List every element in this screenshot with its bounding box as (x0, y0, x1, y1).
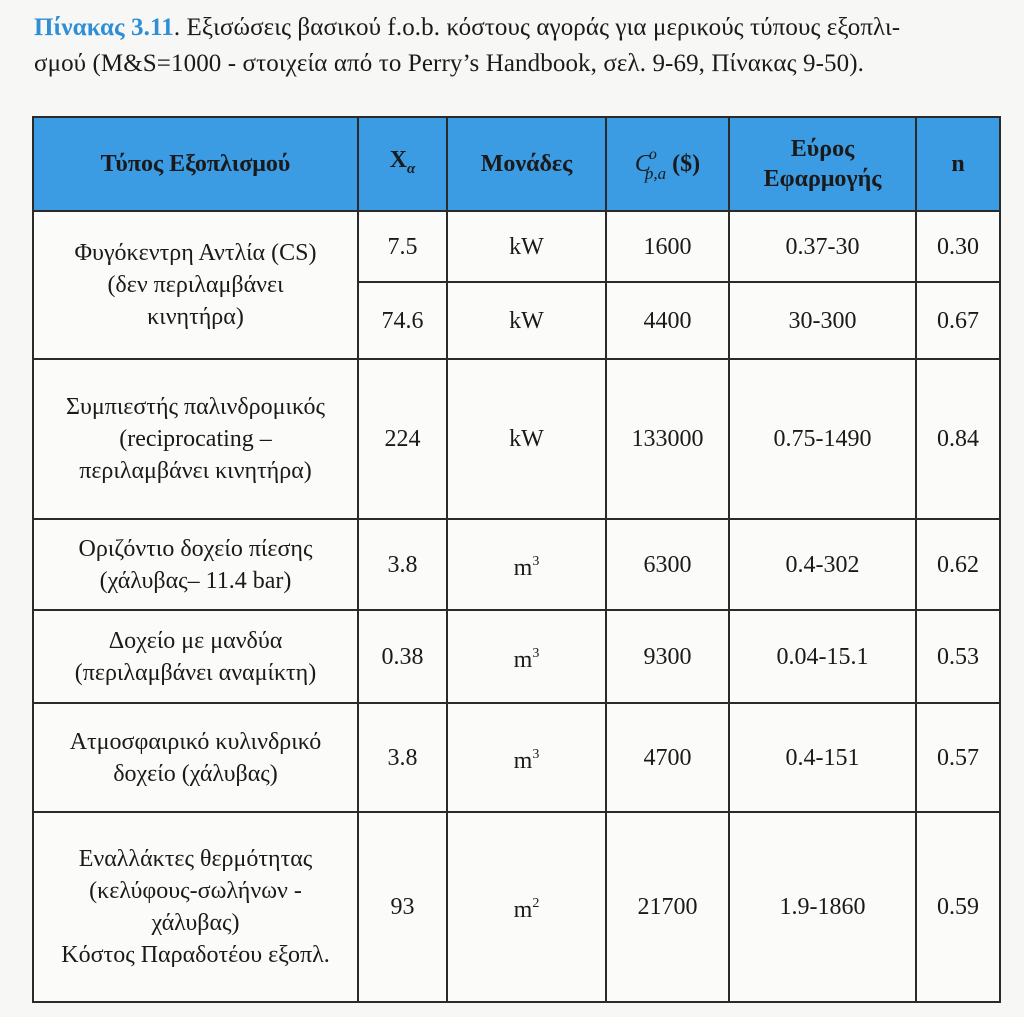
header-cost: $C^o_{p,a}$ ($) (606, 117, 729, 211)
cell-n: 0.53 (916, 610, 1000, 703)
cell-range: 0.4-151 (729, 703, 916, 812)
cell-range: 0.75-1490 (729, 359, 916, 519)
cell-unit: kW (447, 359, 606, 519)
caption-line-1: . Εξισώσεις βασικού f.o.b. κόστους αγοράς για μερικούς τύπους εξοπλι- (173, 14, 901, 41)
table-row (33, 359, 1000, 519)
cell-unit: $m^3$ (447, 703, 606, 812)
cell-x: 74.6 (358, 282, 447, 359)
header-units: Μονάδες (447, 117, 606, 211)
cell-range: 0.4-302 (729, 519, 916, 610)
cell-unit: $m^2$ (447, 812, 606, 1002)
header-n: n (916, 117, 1000, 211)
cell-cost: 4700 (606, 703, 729, 812)
cell-unit: kW (447, 211, 606, 282)
header-type: Τύπος Εξοπλισμού (33, 117, 358, 211)
cell-range: 0.04-15.1 (729, 610, 916, 703)
table-row (33, 519, 1000, 610)
cell-type: Οριζόντιο δοχείο πίεσης (χάλυβας– 11.4 bar) (33, 519, 358, 610)
cell-x: 3.8 (358, 519, 447, 610)
cell-x: 93 (358, 812, 447, 1002)
cell-cost: 4400 (606, 282, 729, 359)
header-row (33, 117, 1000, 211)
cell-n: 0.59 (916, 812, 1000, 1002)
cell-cost: 133000 (606, 359, 729, 519)
cell-range: 0.37-30 (729, 211, 916, 282)
cell-unit: $m^3$ (447, 519, 606, 610)
cell-cost: 1600 (606, 211, 729, 282)
cell-type: Δοχείο με μανδύα (περιλαμβάνει αναμίκτη) (33, 610, 358, 703)
cell-x: 7.5 (358, 211, 447, 282)
cell-unit: kW (447, 282, 606, 359)
table-row (33, 703, 1000, 812)
table-row (33, 812, 1000, 1002)
cell-n: 0.67 (916, 282, 1000, 359)
table-row (33, 211, 1000, 282)
cell-x: 3.8 (358, 703, 447, 812)
cell-range: 1.9-1860 (729, 812, 916, 1002)
cell-x: 0.38 (358, 610, 447, 703)
header-x: $X_\alpha$ (358, 117, 447, 211)
cell-n: 0.62 (916, 519, 1000, 610)
cell-type: Εναλλάκτες θερμότητας (κελύφους-σωλήνων - χάλυβας) Κόστος Παραδοτέου εξοπλ. (33, 812, 358, 1002)
cell-type: Ατμοσφαιρικό κυλινδρικό δοχείο (χάλυβας) (33, 703, 358, 812)
cell-n: 0.30 (916, 211, 1000, 282)
equipment-cost-table (32, 116, 1001, 1003)
caption-label: Πίνακας 3.11 (34, 14, 174, 41)
table-caption (34, 10, 994, 82)
header-range: Εύρος Εφαρμογής (729, 117, 916, 211)
cell-type: Συμπιεστής παλινδρομικός (reciprocating – περιλαμβάνει κινητήρα) (33, 359, 358, 519)
cell-n: 0.57 (916, 703, 1000, 812)
cell-n: 0.84 (916, 359, 1000, 519)
cell-cost: 9300 (606, 610, 729, 703)
equipment-cost-table-wrapper (32, 116, 1001, 1003)
cell-type: Φυγόκεντρη Αντλία (CS) (δεν περιλαμβάνει κινητήρα) (33, 211, 358, 359)
table-row (33, 610, 1000, 703)
cell-range: 30-300 (729, 282, 916, 359)
cell-x: 224 (358, 359, 447, 519)
cell-unit: $m^3$ (447, 610, 606, 703)
cell-cost: 21700 (606, 812, 729, 1002)
cell-cost: 6300 (606, 519, 729, 610)
caption-line-2: σμού (M&S=1000 - στοιχεία από το Perry’s Handbook, σελ. 9-69, Πίνακας 9-50). (34, 50, 864, 77)
